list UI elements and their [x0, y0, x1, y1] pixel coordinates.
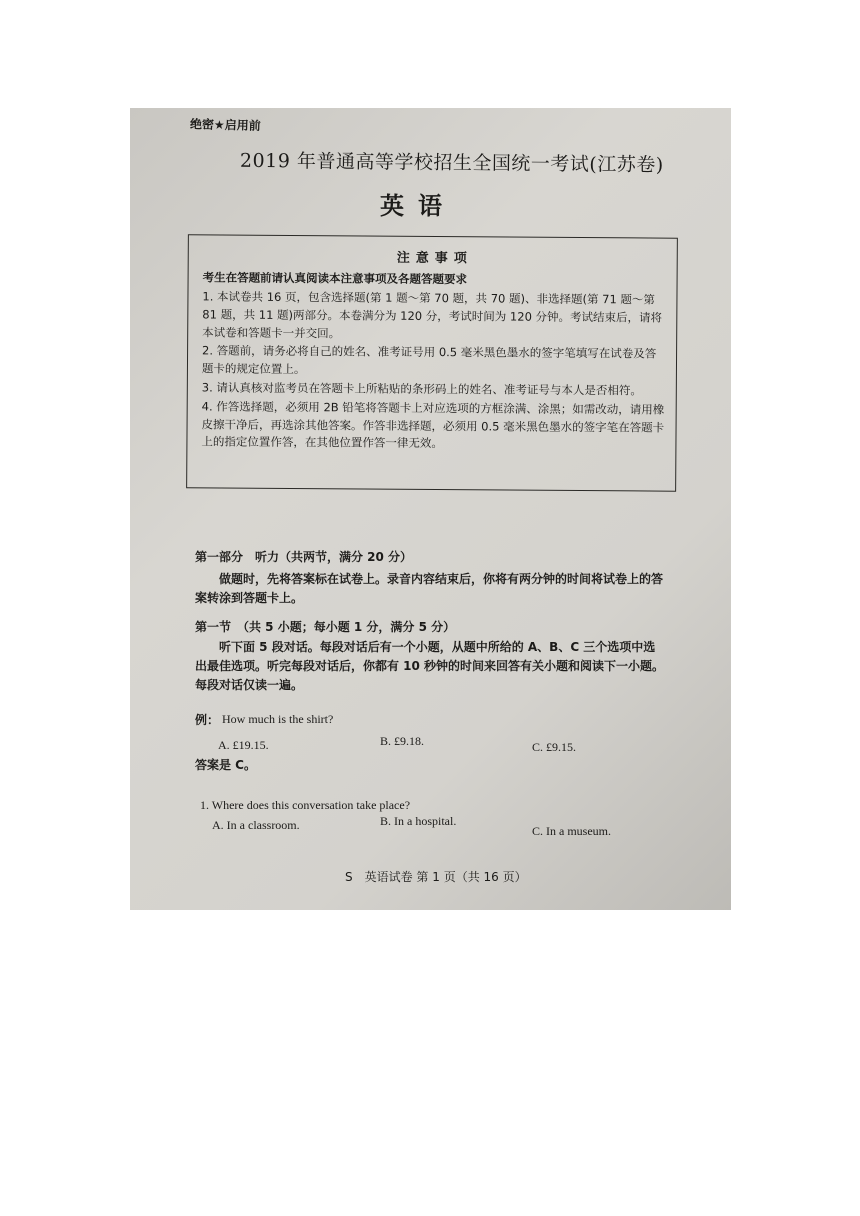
notice-intro: 考生在答题前请认真阅读本注意事项及各题答题要求 [202, 270, 468, 287]
exam-title: 2019 年普通高等学校招生全国统一考试(江苏卷) [239, 149, 664, 177]
part1-instructions: 做题时，先将答案标在试卷上。录音内容结束后，你将有两分钟的时间将试卷上的答案转涂到答题卡上。 [195, 572, 664, 606]
notice-item-1: 1. 本试卷共 16 页，包含选择题(第 1 题～第 70 题，共 70 题)、非选择题(第 71 题～第 81 题，共 11 题)两部分。本卷满分为 120 分，考试时间为 120 分钟。考试结束后，请将本试卷和答题卡一并交回。 [202, 289, 663, 340]
example-option-b: B. £9.18. [380, 734, 425, 748]
question-1-option-b: B. In a hospital. [380, 814, 457, 828]
question-1: 1. Where does this conversation take place? [200, 798, 411, 812]
page-footer: S 英语试卷 第 1 页（共 16 页） [345, 870, 527, 884]
notice-item-4: 4. 作答选择题，必须用 2B 铅笔将答题卡上对应选项的方框涂满、涂黑；如需改动，请用橡皮擦干净后，再选涂其他答案。作答非选择题，必须用 0.5 毫米黑色墨水的签字笔在答题卡上的指定位置作答，在其他位置作答一律无效。 [201, 399, 665, 451]
notice-title: 注意事项 [396, 250, 473, 267]
exam-paper-photo [130, 108, 731, 910]
example-answer: 答案是 C。 [195, 758, 256, 772]
part1-heading: 第一部分 听力（共两节，满分 20 分） [195, 550, 413, 564]
example-label: 例： [195, 713, 220, 727]
notice-item-3: 3. 请认真核对监考员在答题卡上所粘贴的条形码上的姓名、准考证号与本人是否相符。 [201, 380, 642, 398]
classification-label: 绝密★启用前 [189, 117, 261, 133]
section1-heading: 第一节 （共 5 小题；每小题 1 分，满分 5 分） [195, 620, 456, 634]
subject-title: 英语 [380, 192, 456, 220]
example-option-c: C. £9.15. [532, 740, 577, 754]
question-1-option-c: C. In a museum. [532, 824, 611, 838]
section1-instructions: 听下面 5 段对话。每段对话后有一个小题，从题中所给的 A、B、C 三个选项中选出最佳选项。听完每段对话后，你都有 10 秒钟的时间来回答有关小题和阅读下一小题。每段对话仅读一遍。 [195, 640, 665, 693]
question-1-option-a: A. In a classroom. [212, 818, 300, 832]
notice-box [186, 234, 678, 491]
notice-item-2: 2. 答题前，请务必将自己的姓名、准考证号用 0.5 毫米黑色墨水的签字笔填写在试卷及答题卡的规定位置上。 [201, 343, 657, 377]
example-option-a: A. £19.15. [218, 738, 269, 752]
example-question: How much is the shirt? [222, 712, 334, 726]
